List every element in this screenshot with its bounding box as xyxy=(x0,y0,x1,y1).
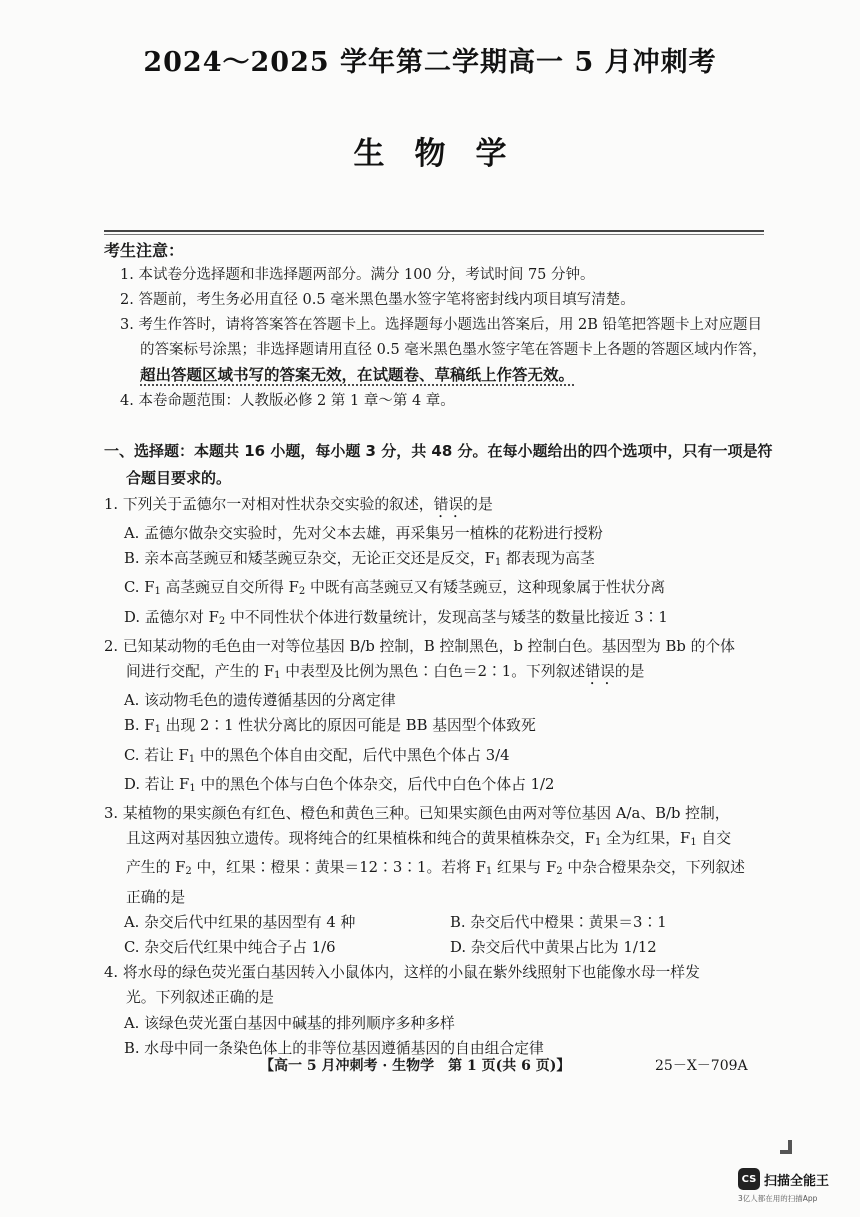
q2-d-text: D. 若让 F xyxy=(124,775,190,793)
question-3-option-d: D. 杂交后代中黄果占比为 1/12 xyxy=(450,939,657,957)
question-1-option-d xyxy=(104,605,776,634)
scanner-watermark xyxy=(738,1168,829,1190)
scanner-tagline: 3亿人都在用的扫描App xyxy=(738,1194,818,1203)
scanner-app-name: 扫描全能王 xyxy=(764,1173,830,1189)
section-heading xyxy=(104,438,776,492)
section-heading-line-2: 合题目要求的。 xyxy=(126,469,232,487)
q3-l3-end: 中杂合橙果杂交，下列叙述 xyxy=(562,859,745,877)
q1-c-end: 中既有高茎豌豆又有矮茎豌豆，这种现象属于性状分离 xyxy=(305,579,666,597)
question-3-option-c: C. 杂交后代红果中纯合子占 1/6 xyxy=(124,939,336,957)
notice-item-3-text: 3. 考生作答时，请将答案答在答题卡上。选择题每小题选出答案后，用 2B 铅笔把答题卡上对应题目的答案标号涂黑；非选择题请用直径 0.5 毫米黑色墨水签字笔在答题卡上各题的答题区域内作答， xyxy=(120,317,767,358)
question-1-option-a: A. 孟德尔做杂交实验时，先对父本去雄，再采集另一植株的花粉进行授粉 xyxy=(124,525,603,542)
notice-item-2: 2. 答题前，考生务必用直径 0.5 毫米黑色墨水签字笔将密封线内项目填写清楚。 xyxy=(120,292,635,308)
footer-paper-code: 25－X－709A xyxy=(655,1058,748,1074)
q2-l2-mid: 中表型及比例为黑色∶白色＝2∶1。下列叙述 xyxy=(280,663,586,681)
subscript: 1 xyxy=(494,557,502,569)
question-1 xyxy=(104,492,776,634)
question-3-stem-line-3 xyxy=(104,855,776,884)
question-2-stem-line-2 xyxy=(104,659,776,688)
q2-l2-text: 间进行交配，产生的 F xyxy=(126,663,275,681)
question-1-option-c xyxy=(104,575,776,604)
q3-l3-text: 产生的 F xyxy=(126,859,186,877)
question-3-stem-line-1: 3. 某植物的果实颜色有红色、橙色和黄色三种。已知果实颜色由两对等位基因 A/a、B/b 控制， xyxy=(104,805,730,823)
question-2-stem-line-1: 2. 已知某动物的毛色由一对等位基因 B/b 控制，B 控制黑色，b 控制白色。基因型为 Bb 的个体 xyxy=(104,637,735,655)
q1-d-text: D. 孟德尔对 F xyxy=(124,608,219,626)
question-4 xyxy=(104,960,776,1061)
subject-title: 生物学 xyxy=(353,136,537,172)
divider-line xyxy=(104,230,764,232)
q1-c-mid: 高茎豌豆自交所得 F xyxy=(160,579,299,597)
question-4-stem-line-1: 4. 将水母的绿色荧光蛋白基因转入小鼠体内，这样的小鼠在紫外线照射下也能像水母一样发 xyxy=(104,964,700,982)
question-2 xyxy=(104,634,776,801)
subscript: 1 xyxy=(485,866,493,878)
notice-item-3 xyxy=(104,313,774,389)
notice-item-1: 1. 本试卷分选择题和非选择题两部分。满分 100 分，考试时间 75 分钟。 xyxy=(120,267,595,283)
q2-stem-emphasis: 错误 xyxy=(585,663,615,681)
question-3-options-row-1 xyxy=(104,910,776,935)
question-3 xyxy=(104,801,776,960)
question-2-option-b xyxy=(104,713,776,742)
divider-line-thin xyxy=(104,234,764,235)
subscript: 1 xyxy=(188,753,196,765)
corner-mark-horizontal xyxy=(780,1150,792,1154)
q3-l3-mid: 中，红果∶橙果∶黄果＝12∶3∶1。若将 F xyxy=(191,859,486,877)
question-3-options-row-2 xyxy=(104,935,776,960)
question-1-option-b xyxy=(104,546,776,575)
question-3-stem-line-2 xyxy=(104,826,776,855)
q2-c-end: 中的黑色个体自由交配，后代中黑色个体占 3/4 xyxy=(195,746,510,764)
subscript: 1 xyxy=(154,724,161,736)
subscript: 2 xyxy=(185,866,192,878)
q3-l2-mid: 全为红果，F xyxy=(601,830,691,848)
q1-d-end: 中不同性状个体进行数量统计，发现高茎与矮茎的数量比接近 3∶1 xyxy=(225,608,668,626)
q1-stem-emphasis: 错误 xyxy=(433,496,464,513)
question-1-stem xyxy=(104,492,776,521)
q1-b-end: 都表现为高茎 xyxy=(501,550,595,568)
scanner-logo-icon: CS xyxy=(738,1168,760,1190)
q2-c-text: C. 若让 F xyxy=(124,746,189,764)
subscript: 2 xyxy=(298,586,306,598)
question-4-stem-line-2: 光。下列叙述正确的是 xyxy=(126,989,274,1007)
question-2-option-a: A. 该动物毛色的遗传遵循基因的分离定律 xyxy=(124,692,396,710)
q1-stem-text: 1. 下列关于孟德尔一对相对性状杂交实验的叙述， xyxy=(104,496,434,513)
q3-l3-mid2: 红果与 F xyxy=(492,859,557,877)
exam-title: 2024～2025 学年第二学期高一 5 月冲刺考 xyxy=(143,47,717,78)
q2-b-text: B. F xyxy=(124,717,155,735)
q2-d-end: 中的黑色个体与白色个体杂交，后代中白色个体占 1/2 xyxy=(195,775,555,793)
subscript: 2 xyxy=(556,866,563,878)
question-list xyxy=(104,492,776,1061)
q3-l2-text: 且这两对基因独立遗传。现将纯合的红果植株和纯合的黄果植株杂交，F xyxy=(126,830,595,848)
question-3-stem-line-4: 正确的是 xyxy=(126,888,186,906)
question-4-option-a: A. 该绿色荧光蛋白基因中碱基的排列顺序多种多样 xyxy=(124,1014,455,1032)
q1-stem-end: 的是 xyxy=(463,496,493,513)
subscript: 1 xyxy=(690,837,697,849)
subscript: 1 xyxy=(154,586,161,598)
subscript: 1 xyxy=(274,670,281,682)
question-4-option-b: B. 水母中同一条染色体上的非等位基因遵循基因的自由组合定律 xyxy=(124,1039,544,1057)
q2-b-end: 出现 2∶1 性状分离比的原因可能是 BB 基因型个体致死 xyxy=(160,717,536,735)
subscript: 2 xyxy=(218,615,226,627)
notice-item-3-emphasis: 超出答题区域书写的答案无效，在试题卷、草稿纸上作答无效。 xyxy=(140,366,575,384)
subscript: 1 xyxy=(189,782,196,794)
question-3-option-b: B. 杂交后代中橙果∶黄果＝3∶1 xyxy=(450,913,667,931)
section-heading-line-1: 一、选择题：本题共 16 小题，每小题 3 分，共 48 分。在每小题给出的四个选项中，只有一项是符 xyxy=(104,442,773,460)
subscript: 1 xyxy=(594,837,602,849)
q3-l2-end: 自交 xyxy=(696,830,732,848)
candidate-notice xyxy=(104,238,774,414)
question-2-option-c xyxy=(104,743,776,772)
q1-b-text: B. 亲本高茎豌豆和矮茎豌豆杂交，无论正交还是反交，F xyxy=(124,550,495,568)
notice-item-4: 4. 本卷命题范围：人教版必修 2 第 1 章～第 4 章。 xyxy=(120,393,455,409)
footer-page-info: 【高一 5 月冲刺考 · 生物学 第 1 页(共 6 页)】 xyxy=(260,1058,571,1074)
notice-heading: 考生注意： xyxy=(104,241,185,260)
q1-c-text: C. F xyxy=(124,579,155,597)
question-3-option-a: A. 杂交后代中红果的基因型有 4 种 xyxy=(124,913,356,931)
q2-l2-end: 的是 xyxy=(614,663,645,681)
question-2-option-d xyxy=(104,772,776,801)
